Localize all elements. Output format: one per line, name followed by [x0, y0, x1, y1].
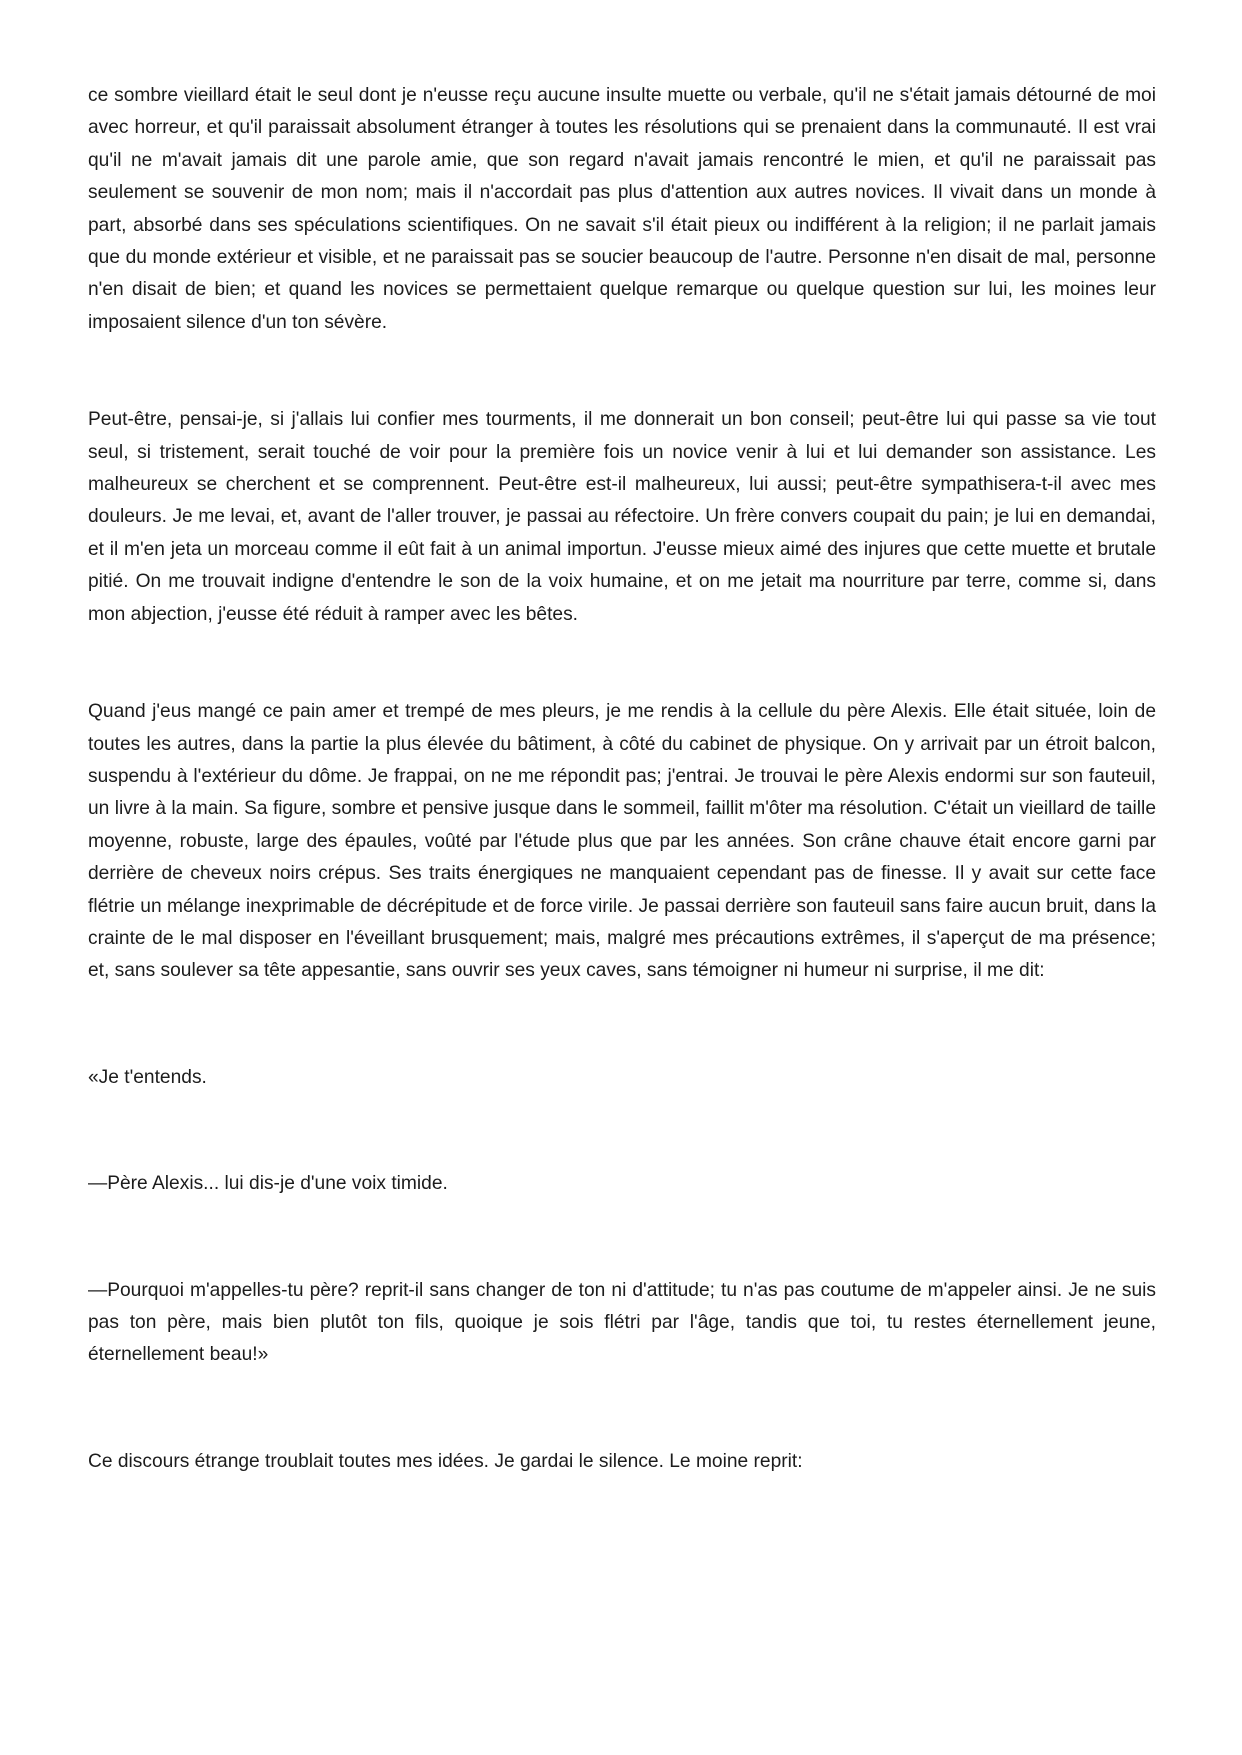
paragraph-1: ce sombre vieillard était le seul dont je n'eusse reçu aucune insulte muette ou verbale, qu'il ne s'était jamais détourné de moi avec horreur, et qu'il paraissait absolument étranger à toutes les résolutions qui se prenaient dans la communauté. Il est vrai qu'il ne m'avait jamais dit une parole amie, que son regard n'avait jamais rencontré le mien, et qu'il ne paraissait pas seulement se souvenir de mon nom; mais il n'accordait pas plus d'attention aux autres novices. Il vivait dans un monde à part, absorbé dans ses spéculations scientifiques. On ne savait s'il était pieux ou indifférent à la religion; il ne parlait jamais que du monde extérieur et visible, et ne paraissait pas se soucier beaucoup de l'autre. Personne n'en disait de mal, personne n'en disait de bien; et quand les novices se permettaient quelque remarque ou quelque question sur lui, les moines leur imposaient silence d'un ton sévère. — [88, 85, 1156, 333]
paragraph-3: Quand j'eus mangé ce pain amer et trempé de mes pleurs, je me rendis à la cellule du père Alexis. Elle était située, loin de toutes les autres, dans la partie la plus élevée du bâtiment, à côté du cabinet de physique. On y arrivait par un étroit balcon, suspendu à l'extérieur du dôme. Je frappai, on ne me répondit pas; j'entrai. Je trouvai le père Alexis endormi sur son fauteuil, un livre à la main. Sa figure, sombre et pensive jusque dans le sommeil, faillit m'ôter ma résolution. C'était un vieillard de taille moyenne, robuste, large des épaules, voûté par l'étude plus que par les années. Son crâne chauve était encore garni par derrière de cheveux noirs crépus. Ses traits énergiques ne manquaient cependant pas de finesse. Il y avait sur cette face flétrie un mélange inexprimable de décrépitude et de force virile. Je passai derrière son fauteuil sans faire aucun bruit, dans la crainte de le mal disposer en l'éveillant brusquement; mais, malgré mes précautions extrêmes, il s'aperçut de ma présence; et, sans soulever sa tête appesantie, sans ouvrir ses yeux caves, sans témoigner ni humeur ni surprise, il me dit: — [88, 701, 1156, 982]
paragraph-4: «Je t'entends. — [88, 1066, 207, 1088]
document-page — [88, 80, 1156, 1478]
paragraph-6: —Pourquoi m'appelles-tu père? reprit-il sans changer de ton ni d'attitude; tu n'as pas coutume de m'appeler ainsi. Je ne suis pas ton père, mais bien plutôt ton fils, quoique je sois flétri par l'âge, tandis que toi, tu restes éternellement jeune, éternellement beau!» — [88, 1279, 1156, 1366]
paragraph-5: —Père Alexis... lui dis-je d'une voix timide. — [88, 1173, 448, 1195]
paragraph-2: Peut-être, pensai-je, si j'allais lui confier mes tourments, il me donnerait un bon conseil; peut-être lui qui passe sa vie tout seul, si tristement, serait touché de voir pour la première fois un novice venir à lui et lui demander son assistance. Les malheureux se cherchent et se comprennent. Peut-être est-il malheureux, lui aussi; peut-être sympathisera-t-il avec mes douleurs. Je me levai, et, avant de l'aller trouver, je passai au réfectoire. Un frère convers coupait du pain; je lui en demandai, et il m'en jeta un morceau comme il eût fait à un animal importun. J'eusse mieux aimé des injures que cette muette et brutale pitié. On me trouvait indigne d'entendre le son de la voix humaine, et on me jetait ma nourriture par terre, comme si, dans mon abjection, j'eusse été réduit à ramper avec les bêtes. — [88, 409, 1156, 625]
paragraph-7: Ce discours étrange troublait toutes mes idées. Je gardai le silence. Le moine reprit: — [88, 1450, 803, 1472]
